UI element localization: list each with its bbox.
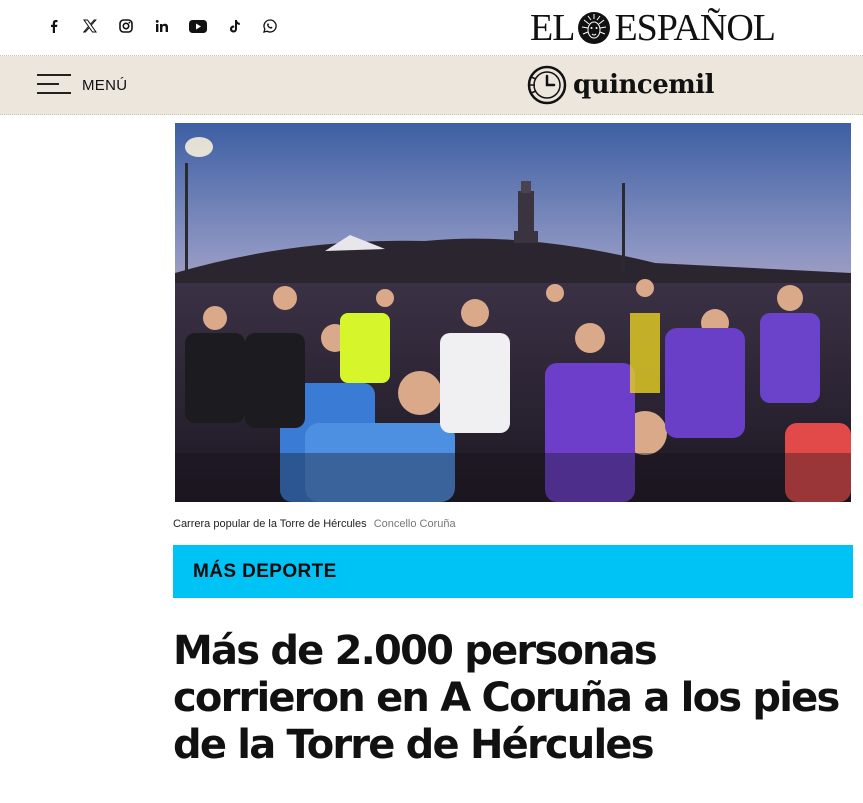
brand-right-text: ESPAÑOL bbox=[614, 7, 775, 49]
brand-left-text: EL bbox=[530, 7, 575, 49]
social-links bbox=[36, 14, 288, 38]
quincemil-clock-icon bbox=[527, 65, 567, 105]
linkedin-icon[interactable] bbox=[144, 14, 180, 38]
x-icon[interactable] bbox=[72, 14, 108, 38]
hero-photo[interactable] bbox=[175, 123, 851, 502]
instagram-icon[interactable] bbox=[108, 14, 144, 38]
top-bar bbox=[0, 0, 863, 56]
lion-logo-icon bbox=[576, 10, 612, 46]
section-label[interactable]: MÁS DEPORTE bbox=[193, 561, 337, 582]
quincemil-logo[interactable] bbox=[527, 65, 714, 105]
caption-text: Carrera popular de la Torre de Hércules bbox=[173, 518, 367, 530]
tiktok-icon[interactable] bbox=[216, 14, 252, 38]
section-banner[interactable] bbox=[173, 545, 853, 598]
photo-credit: Concello Coruña bbox=[373, 518, 456, 530]
photo-caption bbox=[173, 518, 456, 530]
section-navbar bbox=[0, 56, 863, 115]
article-headline: Más de 2.000 personas corrieron en A Coruña a los pies de la Torre de Hércules bbox=[173, 628, 839, 768]
hamburger-menu-icon[interactable] bbox=[37, 72, 71, 96]
el-espanol-logo[interactable] bbox=[530, 6, 775, 50]
facebook-icon[interactable] bbox=[36, 14, 72, 38]
whatsapp-icon[interactable] bbox=[252, 14, 288, 38]
quincemil-wordmark: quincemil bbox=[573, 70, 715, 100]
hero-photo-illustration bbox=[175, 123, 851, 502]
menu-label[interactable]: MENÚ bbox=[82, 77, 128, 94]
youtube-icon[interactable] bbox=[180, 14, 216, 38]
